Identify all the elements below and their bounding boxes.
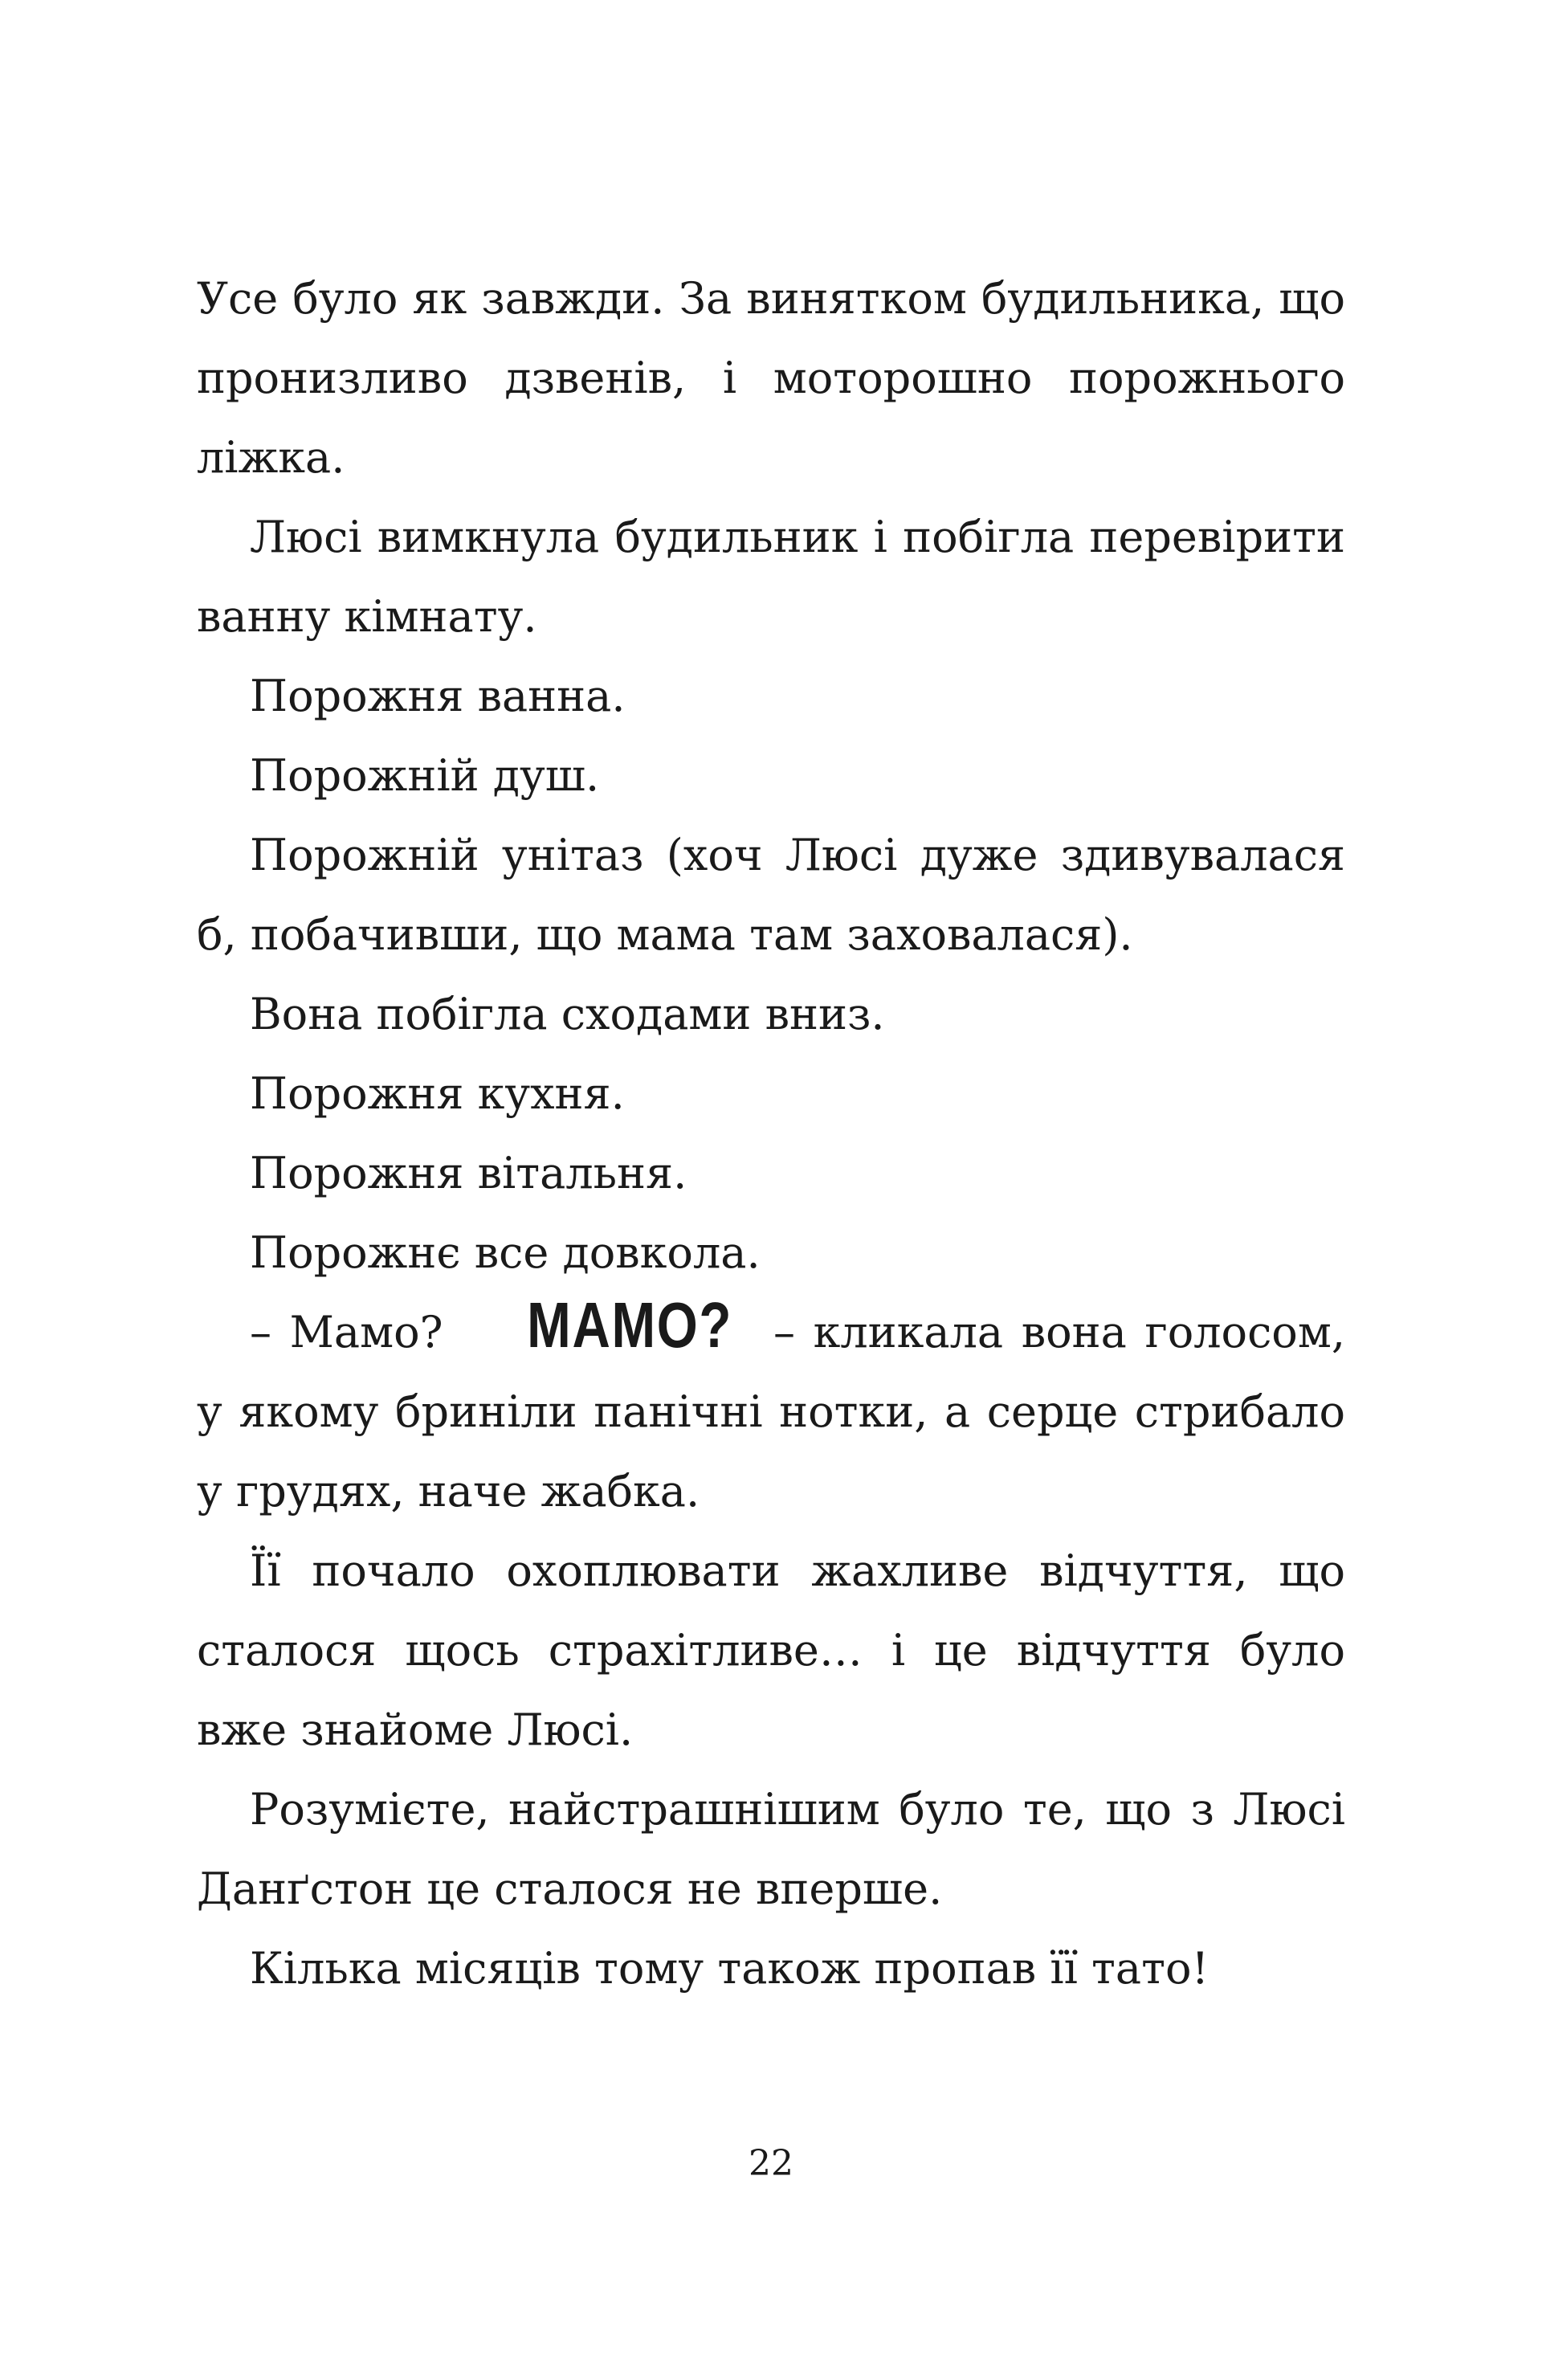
paragraph: Розумієте, найстрашнішим було те, що з Люсі Данґстон це сталося не вперше. (197, 1784, 1345, 1914)
paragraph: Порожній душ. (250, 750, 600, 801)
dialogue-suffix: – кликала вона голосом, у якому бриніли панічні нотки, а серце стрибало у грудях, наче жабка. (197, 1307, 1345, 1517)
paragraph: Кілька місяців тому також пропав її тато! (250, 1943, 1210, 1994)
dialogue-prefix: – Мамо? (250, 1307, 462, 1357)
paragraph: Порожня кухня. (250, 1068, 625, 1119)
paragraph: Порожня вітальня. (250, 1148, 687, 1198)
paragraph: Вона побігла сходами вниз. (250, 989, 885, 1039)
paragraph: Порожнє все довкола. (250, 1227, 761, 1278)
paragraph: Порожня ванна. (250, 671, 626, 721)
page-number: 22 (749, 2143, 793, 2184)
shout-text: МАМО? (527, 1289, 733, 1361)
dialogue-paragraph (197, 1289, 1345, 1531)
paragraph: Її почало охоплювати жахливе відчуття, що сталося щось страхітливе… і це відчуття було вже знайоме Люсі. (197, 1545, 1345, 1755)
body-text (197, 259, 1345, 2008)
paragraph: Усе було як завжди. За винятком будильника, що пронизливо дзвенів, і моторошно порожнього ліжка. (197, 273, 1345, 483)
paragraph: Порожній унітаз (хоч Люсі дуже здивувалася б, побачивши, що мама там заховалася). (197, 830, 1345, 960)
paragraph: Люсі вимкнула будильник і побігла перевірити ванну кімнату. (197, 512, 1345, 642)
